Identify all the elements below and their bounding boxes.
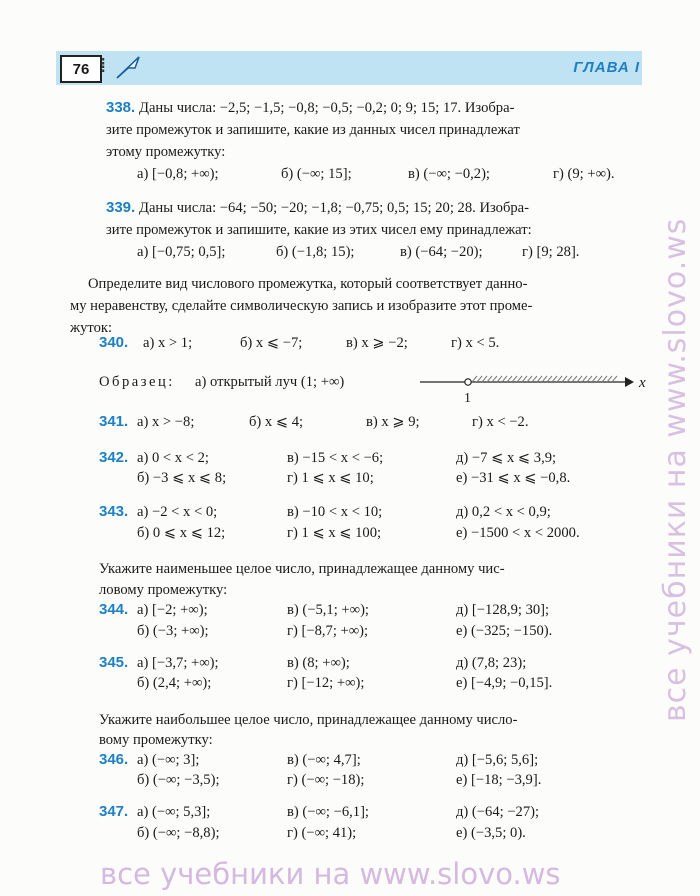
exercise-item: б) −3 ⩽ x ⩽ 8; <box>137 470 227 486</box>
exercise-text: этому промежутку: <box>106 144 226 160</box>
exercise-item: б) (−∞; 15]; <box>281 166 352 182</box>
instruction-text: Определите вид числового промежутка, который соответствует данно- <box>88 276 528 292</box>
number-line <box>420 372 660 406</box>
exercise-item: е) (−325; −150). <box>456 623 553 639</box>
exercise-item: а) [−2; +∞); <box>137 602 208 618</box>
pencil-icon <box>115 54 141 80</box>
instruction-text: Укажите наибольшее целое число, принадлежащее данному число- <box>99 712 518 728</box>
exercise-item: г) (−∞; −18); <box>287 772 365 788</box>
exercise-item: в) x ⩾ −2; <box>346 335 408 351</box>
exercise-item: в) (−5,1; +∞); <box>287 602 369 618</box>
exercise-item: в) (−64; −20); <box>400 244 483 260</box>
exercise-item: в) (−∞; 4,7]; <box>287 752 361 768</box>
exercise-number: 347. <box>99 803 129 820</box>
exercise-item: д) (−64; −27); <box>456 804 540 820</box>
exercise-text: Даны числа: −64; −50; −20; −1,8; −0,75; 0,5; 15; 20; 28. Изобра- <box>139 200 530 216</box>
exercise-number: 341. <box>99 413 129 430</box>
exercise-number: 339. <box>106 199 136 216</box>
exercise-item: а) [−0,8; +∞); <box>137 166 219 182</box>
exercise-item: в) x ⩾ 9; <box>366 414 420 430</box>
header-band <box>56 51 642 85</box>
sample-label: Образец: <box>99 374 175 390</box>
exercise-item: г) [−12; +∞); <box>287 675 365 691</box>
exercise-item: а) −2 < x < 0; <box>137 504 218 520</box>
exercise-item: б) (−∞; −8,8); <box>137 825 220 841</box>
exercise-item: г) [9; 28]. <box>522 244 580 260</box>
exercise-item: б) (−∞; −3,5); <box>137 772 220 788</box>
exercise-item: б) 0 ⩽ x ⩽ 12; <box>137 525 226 541</box>
instruction-text: жуток: <box>70 320 113 336</box>
exercise-item: б) (2,4; +∞); <box>137 675 212 691</box>
exercise-item: б) x ⩽ 4; <box>249 414 304 430</box>
instruction-text: вому промежутку: <box>99 732 213 748</box>
spiral-binding-icon: ⁞ <box>100 53 107 77</box>
exercise-item: д) [−5,6; 5,6]; <box>456 752 539 768</box>
exercise-item: г) x < 5. <box>451 335 500 351</box>
exercise-item: д) −7 ⩽ x ⩽ 3,9; <box>456 450 557 466</box>
exercise-item: г) (9; +∞). <box>553 166 615 182</box>
exercise-item: г) [−8,7; +∞); <box>287 623 369 639</box>
exercise-item: а) [−0,75; 0,5]; <box>137 244 226 260</box>
axis-point-label: 1 <box>464 391 471 406</box>
watermark-bottom-link[interactable]: все учебники на www.slovo.ws <box>100 857 561 891</box>
sample-text: а) открытый луч (1; +∞) <box>195 374 345 390</box>
exercise-item: а) [−3,7; +∞); <box>137 655 219 671</box>
exercise-number: 345. <box>99 654 129 671</box>
exercise-item: в) (8; +∞); <box>287 655 350 671</box>
exercise-number: 338. <box>106 99 136 116</box>
exercise-item: а) (−∞; 5,3]; <box>137 804 211 820</box>
exercise-item: б) x ⩽ −7; <box>240 335 303 351</box>
instruction-text: му неравенству, сделайте символическую запись и изобразите этот проме- <box>70 298 533 314</box>
exercise-item: е) −1500 < x < 2000. <box>456 525 580 541</box>
exercise-item: а) 0 < x < 2; <box>137 450 209 466</box>
exercise-item: б) (−1,8; 15); <box>276 244 355 260</box>
exercise-item: д) (7,8; 23); <box>456 655 527 671</box>
exercise-number: 340. <box>99 334 129 351</box>
exercise-item: а) x > −8; <box>137 414 195 430</box>
exercise-item: г) x < −2. <box>472 414 529 430</box>
axis-variable-label: x <box>639 375 646 391</box>
exercise-number: 342. <box>99 449 129 466</box>
exercise-text: зите промежуток и запишите, какие из данных чисел принадлежат <box>106 122 520 138</box>
watermark-vertical: все учебники на www.slovo.ws <box>658 217 693 723</box>
exercise-item: в) −15 < x < −6; <box>287 450 384 466</box>
exercise-item: б) (−3; +∞); <box>137 623 209 639</box>
instruction-text: Укажите наименьшее целое число, принадлежащее данному чис- <box>99 561 505 577</box>
exercise-item: е) [−18; −3,9]. <box>456 772 542 788</box>
exercise-item: г) (−∞; 41); <box>287 825 357 841</box>
exercise-item: а) (−∞; 3]; <box>137 752 200 768</box>
chapter-title: ГЛАВА I <box>573 59 640 76</box>
exercise-text: Даны числа: −2,5; −1,5; −0,8; −0,5; −0,2; 0; 9; 15; 17. Изобра- <box>139 100 515 116</box>
exercise-number: 343. <box>99 503 129 520</box>
exercise-item: е) [−4,9; −0,15]. <box>456 675 553 691</box>
exercise-item: д) [−128,9; 30]; <box>456 602 550 618</box>
exercise-item: г) 1 ⩽ x ⩽ 10; <box>287 470 374 486</box>
page-number: 76 <box>60 55 102 83</box>
exercise-item: е) −31 ⩽ x ⩽ −0,8. <box>456 470 571 486</box>
exercise-item: д) 0,2 < x < 0,9; <box>456 504 551 520</box>
exercise-number: 346. <box>99 751 129 768</box>
exercise-item: в) (−∞; −6,1]; <box>287 804 369 820</box>
exercise-item: в) −10 < x < 10; <box>287 504 383 520</box>
exercise-item: а) x > 1; <box>143 335 193 351</box>
exercise-item: в) (−∞; −0,2); <box>408 166 490 182</box>
exercise-number: 344. <box>99 601 129 618</box>
exercise-text: зите промежуток и запишите, какие из этих чисел ему принадлежат: <box>106 222 532 238</box>
instruction-text: ловому промежутку: <box>99 582 228 598</box>
exercise-item: г) 1 ⩽ x ⩽ 100; <box>287 525 382 541</box>
exercise-item: е) (−3,5; 0). <box>456 825 526 841</box>
